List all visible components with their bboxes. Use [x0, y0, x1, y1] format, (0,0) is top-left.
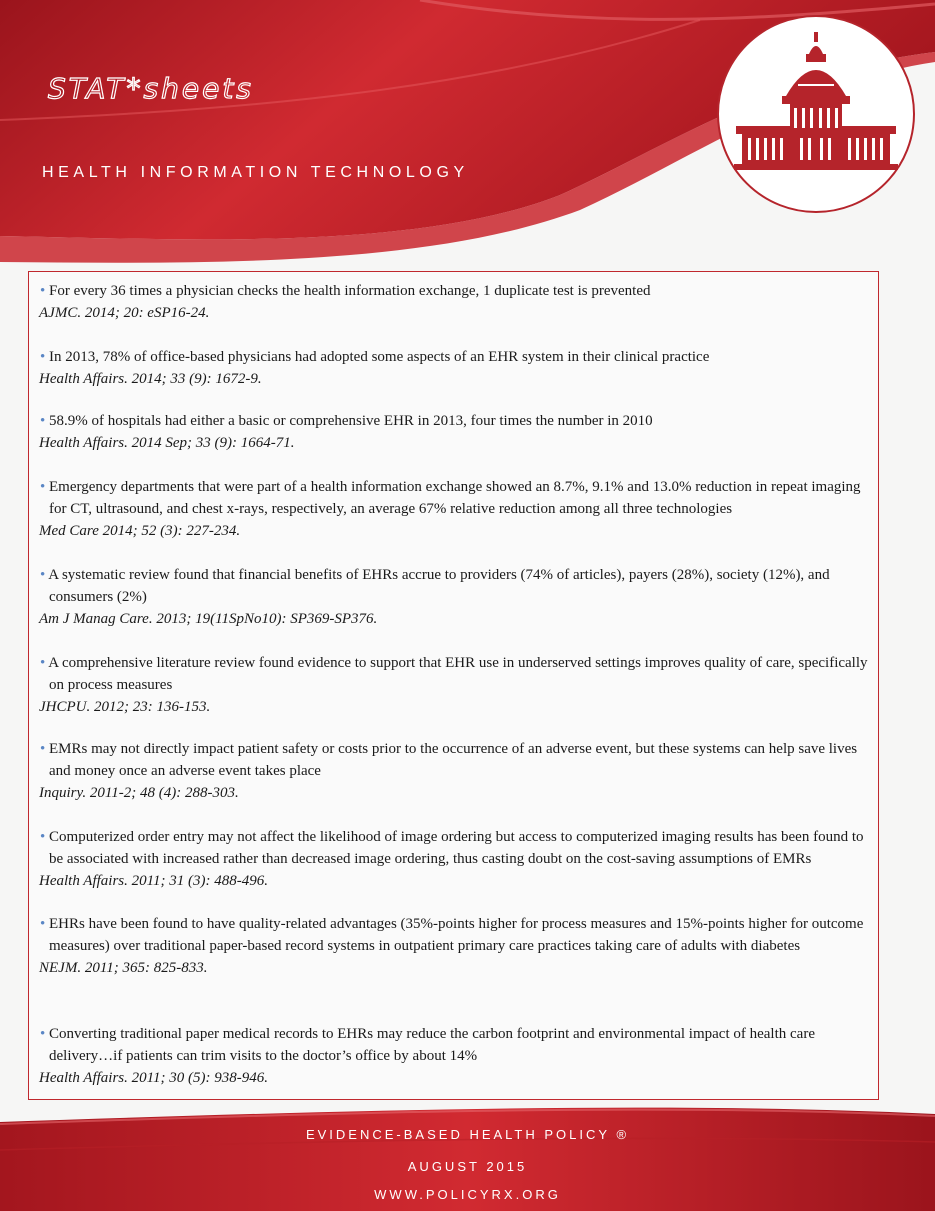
fact-text: EMRs may not directly impact patient safety or costs prior to the occurrence of an adverse event, but these systems can help save lives and money once an adverse event takes place	[49, 741, 858, 779]
footer-website-link[interactable]: WWW.POLICYRX.ORG	[374, 1187, 561, 1202]
fact-item	[39, 738, 875, 804]
bullet-icon: •	[40, 283, 50, 299]
section-title: HEALTH INFORMATION TECHNOLOGY	[42, 164, 469, 181]
fact-text: Emergency departments that were part of a health information exchange showed an 8.7%, 9.1% and 13.0% reduction in repeat imaging for CT, ultrasound, and chest x-rays, respectively, an average 67% relative reduction among all three technologies	[49, 479, 861, 517]
bullet-icon: •	[40, 567, 49, 583]
fact-item	[39, 1023, 875, 1089]
brand-title: STAT*sheets	[48, 72, 254, 105]
fact-text: In 2013, 78% of office-based physicians had adopted some aspects of an EHR system in their clinical practice	[49, 349, 710, 365]
fact-text: A systematic review found that financial benefits of EHRs accrue to providers (74% of articles), payers (28%), society (12%), and consumers (2%)	[48, 567, 830, 605]
facts-box	[28, 271, 879, 1100]
bullet-icon: •	[40, 349, 50, 365]
bullet-icon: •	[40, 829, 50, 845]
fact-citation: Health Affairs. 2011; 30 (5): 938-946.	[39, 1070, 269, 1086]
fact-item	[39, 826, 875, 892]
fact-item	[39, 913, 875, 979]
fact-citation: Health Affairs. 2014 Sep; 33 (9): 1664-71.	[39, 435, 295, 451]
fact-item	[39, 280, 875, 324]
bullet-icon: •	[40, 413, 50, 429]
footer-date: AUGUST 2015	[407, 1159, 528, 1174]
fact-text: A comprehensive literature review found evidence to support that EHR use in underserved settings improves quality of care, specifically on process measures	[48, 655, 868, 693]
fact-text: For every 36 times a physician checks the health information exchange, 1 duplicate test is prevented	[49, 283, 651, 299]
fact-citation: Am J Manag Care. 2013; 19(11SpNo10): SP369-SP376.	[39, 611, 378, 627]
bullet-icon: •	[40, 916, 50, 932]
fact-text: 58.9% of hospitals had either a basic or comprehensive EHR in 2013, four times the number in 2010	[49, 413, 653, 429]
bullet-icon: •	[40, 655, 49, 671]
fact-citation: Health Affairs. 2011; 31 (3): 488-496.	[39, 873, 269, 889]
fact-citation: JHCPU. 2012; 23: 136-153.	[39, 699, 211, 715]
fact-citation: AJMC. 2014; 20: eSP16-24.	[39, 305, 210, 321]
fact-citation: Health Affairs. 2014; 33 (9): 1672-9.	[39, 371, 262, 387]
bullet-icon: •	[40, 479, 50, 495]
footer-organization: EVIDENCE-BASED HEALTH POLICY ®	[305, 1127, 630, 1142]
capitol-building-icon	[716, 14, 916, 214]
fact-item	[39, 564, 875, 630]
fact-item	[39, 476, 875, 542]
fact-item	[39, 410, 875, 454]
bullet-icon: •	[40, 1026, 50, 1042]
fact-text: Converting traditional paper medical records to EHRs may reduce the carbon footprint and environmental impact of health care delivery…if patients can trim visits to the doctor’s office by about 14%	[49, 1026, 815, 1064]
fact-text: Computerized order entry may not affect the likelihood of image ordering but access to computerized imaging results has been found to be associated with increased rather than decreased image ordering, thus casting doubt on the cost-saving assumptions of EMRs	[49, 829, 864, 867]
bullet-icon: •	[40, 741, 50, 757]
fact-item	[39, 652, 875, 718]
fact-citation: Inquiry. 2011-2; 48 (4): 288-303.	[39, 785, 239, 801]
fact-citation: Med Care 2014; 52 (3): 227-234.	[39, 523, 241, 539]
fact-text: EHRs have been found to have quality-related advantages (35%-points higher for process measures and 15%-points higher for outcome measures) over traditional paper-based record systems in outpatient primary care practices taking care of adults with diabetes	[49, 916, 864, 954]
fact-item	[39, 346, 875, 390]
fact-citation: NEJM. 2011; 365: 825-833.	[39, 960, 208, 976]
